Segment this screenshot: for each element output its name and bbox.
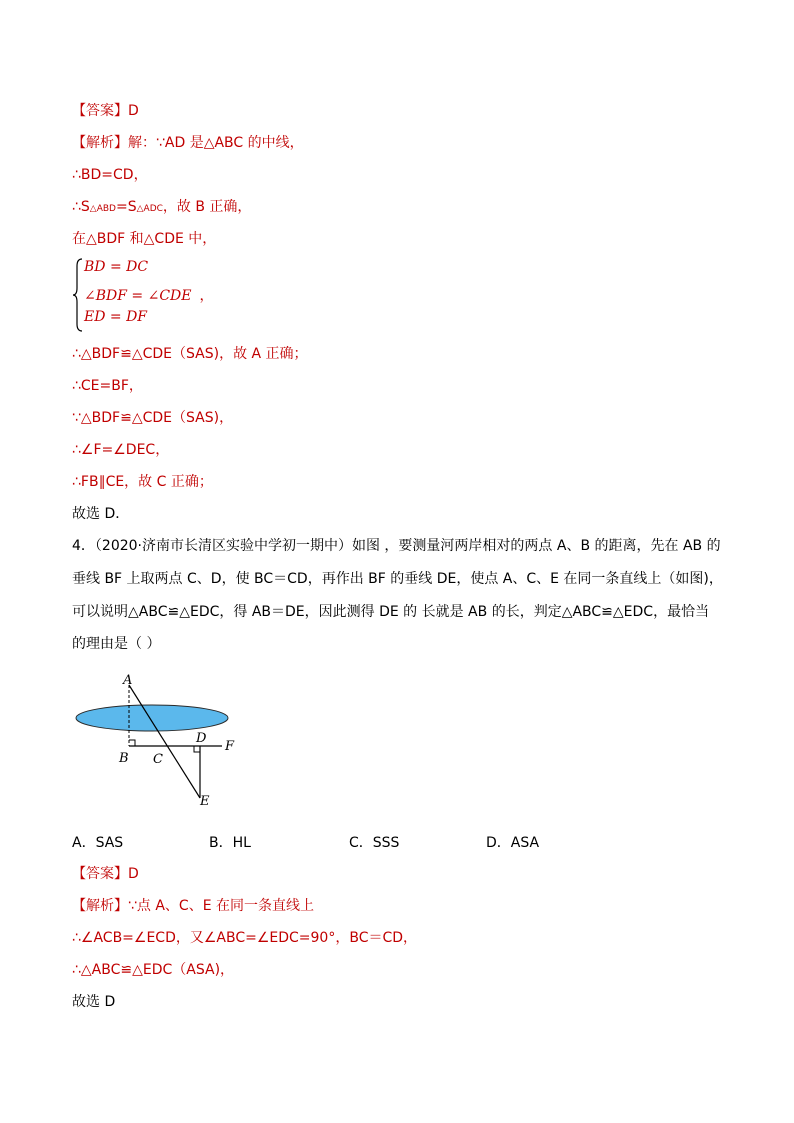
label-f: F xyxy=(225,739,235,754)
area-text: =S xyxy=(115,199,137,215)
equation-row-2 xyxy=(84,285,213,305)
label-b: B xyxy=(119,751,129,766)
equation-row-1: BD = DC xyxy=(84,259,149,275)
answer-line-2 xyxy=(72,864,139,884)
equation-system xyxy=(72,258,272,332)
answer-tag: 【答案】 xyxy=(72,103,128,119)
label-e: E xyxy=(200,794,210,809)
answer-line-1 xyxy=(72,101,139,121)
solution-line: ∴BD=CD， xyxy=(72,167,148,183)
solution-line: ∴∠ACB=∠ECD，又∠ABC=∠EDC=90°，BC＝CD， xyxy=(72,930,418,946)
analysis-line-1 xyxy=(72,133,304,153)
solution-line: ∴△BDF≌△CDE（SAS)，故 A 正确； xyxy=(72,346,308,362)
solution-line: 在△BDF 和△CDE 中， xyxy=(72,231,217,247)
right-angle-d-icon xyxy=(194,746,200,752)
river-ellipse xyxy=(76,705,228,731)
solution-line: ∴FB∥CE，故 C 正确； xyxy=(72,474,213,490)
area-subscript: △ADC xyxy=(136,204,163,214)
solution-line xyxy=(72,197,251,219)
equation-row-3: ED = DF xyxy=(84,309,148,325)
answer-value: D xyxy=(128,103,139,119)
right-angle-b-icon xyxy=(129,740,135,746)
analysis-text: 解：∵AD 是△ABC 的中线， xyxy=(128,135,304,151)
label-a: A xyxy=(123,673,133,688)
solution-line: ∴CE=BF， xyxy=(72,378,143,394)
option-c: C．SSS xyxy=(349,835,400,851)
line-ae xyxy=(129,685,200,798)
label-c: C xyxy=(153,752,163,767)
solution-line: ∴△ABC≌△EDC（ASA)， xyxy=(72,962,235,978)
answer-tag: 【答案】 xyxy=(72,866,128,882)
equation-comma: ， xyxy=(199,288,214,304)
question-line: 垂线 BF 上取两点 C、D，使 BC＝CD，再作出 BF 的垂线 DE，使点 A、C、E 在同一条直线上（如图)， xyxy=(72,571,723,587)
area-text: ∴S xyxy=(72,199,90,215)
answer-value: D xyxy=(128,866,139,882)
question-line: 的理由是（ ） xyxy=(72,636,161,652)
solution-line: ∴∠F=∠DEC， xyxy=(72,442,170,458)
question-line: 可以说明△ABC≌△EDC，得 AB＝DE，因此测得 DE 的 长就是 AB 的长，判定△ABC≌△EDC，最恰当 xyxy=(72,604,710,620)
question-line: 4．（2020·济南市长清区实验中学初一期中）如图 ，要测量河两岸相对的两点 A、B 的距离，先在 AB 的 xyxy=(72,538,721,554)
solution-line: ∵△BDF≌△CDE（SAS)， xyxy=(72,410,234,426)
area-subscript: △ABD xyxy=(89,204,116,214)
left-brace-icon xyxy=(72,258,84,332)
answer-options xyxy=(72,832,632,852)
equation-text: ∠BDF = ∠CDE xyxy=(84,288,192,304)
analysis-tag: 【解析】 xyxy=(72,135,128,151)
label-d: D xyxy=(196,731,207,746)
analysis-tag: 【解析】 xyxy=(72,898,128,914)
analysis-line-2 xyxy=(72,896,314,916)
area-text: ，故 B 正确， xyxy=(162,199,252,215)
option-d: D．ASA xyxy=(486,835,540,851)
solution-line: 故选 D． xyxy=(72,506,130,522)
river-figure xyxy=(72,670,272,815)
analysis-text: ∵点 A、C、E 在同一条直线上 xyxy=(128,898,315,914)
option-a: A．SAS xyxy=(72,835,124,851)
solution-line: 故选 D xyxy=(72,994,116,1010)
option-b: B．HL xyxy=(209,835,251,851)
